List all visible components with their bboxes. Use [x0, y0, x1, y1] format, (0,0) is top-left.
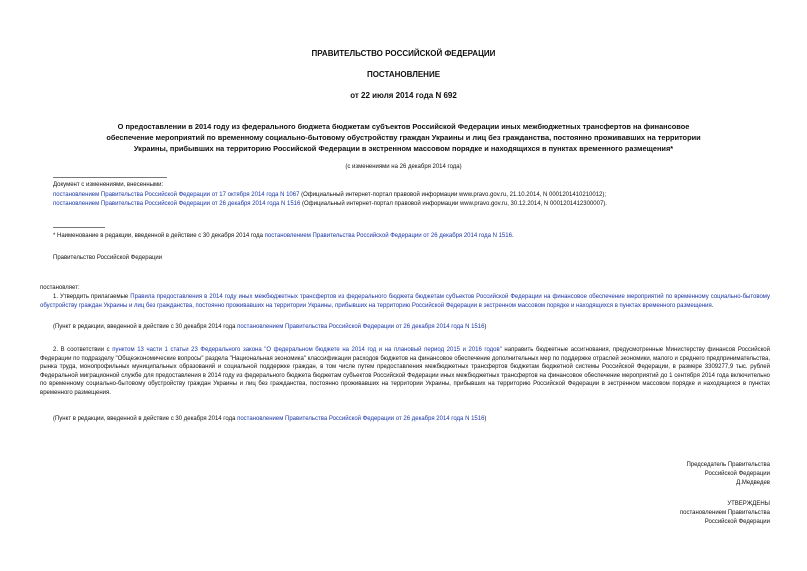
amendments-intro: Документ с изменениями, внесенными:	[53, 182, 164, 188]
preamble: Правительство Российской Федерации	[53, 255, 163, 261]
government-heading: ПРАВИТЕЛЬСТВО РОССИЙСКОЙ ФЕДЕРАЦИИ	[311, 49, 496, 58]
signature-name: Д.Медведев	[736, 480, 770, 486]
amendment-item	[53, 200, 773, 209]
footnote	[53, 232, 773, 241]
divider	[53, 177, 167, 178]
footnote-suffix: .	[511, 233, 514, 239]
resolves-text: постановляет:	[40, 285, 80, 291]
signature-title-2: Российской Федерации	[704, 471, 770, 477]
footnote-link[interactable]: постановлением Правительства Российской Федерации от 26 декабря 2014 года N 1516	[264, 233, 512, 239]
item-1-suffix: .	[711, 302, 714, 309]
title-line-3: Украины, прибывших на территорию Российской Федерации в экстренном массовом порядке и находящихся в пунктах временного размещения*	[133, 144, 674, 153]
item-1	[40, 293, 770, 310]
item-1-note-suffix: )	[484, 324, 487, 330]
signature-block	[686, 461, 770, 488]
footnote-text: * Наименование в редакции, введенной в действие с 30 декабря 2014 года	[53, 233, 265, 239]
item-1-note-text: (Пункт в редакции, введенной в действие с 30 декабря 2014 года	[53, 324, 238, 330]
item-1-text: 1. Утвердить прилагаемые	[53, 294, 131, 300]
federal-law-link[interactable]: пунктом 13 части 1 статьи 23 Федерального закона "О федеральном бюджете на 2014 год и на плановый период 2015 и 2016 годов"	[112, 347, 502, 353]
amendment-item	[53, 191, 773, 200]
amendment-source: (Официальный интернет-портал правовой информации www.pravo.gov.ru, 30.12.2014, N 0001201412300007).	[300, 201, 607, 208]
approved-line-3: Российской Федерации	[704, 519, 770, 525]
title-line-2: обеспечение мероприятий по временному социально-бытовому обустройству граждан Украины и лиц без гражданства, постоянно проживавших на территории	[106, 133, 701, 142]
approved-block	[680, 500, 770, 527]
changes-note: (с изменениями на 26 декабря 2014 года)	[345, 164, 462, 170]
footnote-divider	[53, 227, 105, 228]
item-2-note-link[interactable]: постановлением Правительства Российской Федерации от 26 декабря 2014 года N 1516	[237, 416, 485, 422]
item-1-note-link[interactable]: постановлением Правительства Российской Федерации от 26 декабря 2014 года N 1516	[237, 324, 485, 330]
amendments-block	[53, 181, 773, 209]
item-2-body: направить бюджетные ассигнования, предусмотренные Министерству финансов Российской Федерации по подразделу "Общеэкономические вопросы" раздела "Национальная экономика" классификации расходов бюджетов на финансовое обеспечение дополнительных мер по поддержке отраслей экономики, малого и среднего предпринимательства, рынка труда, монопрофильных муниципальных образований и социальной поддержке граждан, в том числе путем предоставления межбюджетных трансфертов бюджетам бюджетной системы Российской Федерации, в размере 3309277,9 тыс. рублей Федеральной миграционной службе для предоставления в 2014 году из федерального бюджета бюджетам субъектов Российской Федерации иных межбюджетных трансфертов на финансовое обеспечение мероприятий до 1 сентября 2014 года включительно по временному социально-бытовому обустройству граждан Украины и лиц без гражданства, постоянно проживавших на территории Украины, прибывших на территорию Российской Федерации в экстренном массовом порядке и находящихся в пунктах временного размещения.	[40, 347, 770, 396]
signature-title-1: Председатель Правительства	[686, 462, 770, 468]
item-2-note	[53, 415, 773, 424]
document-type: ПОСТАНОВЛЕНИЕ	[366, 70, 441, 79]
amendment-source: (Официальный интернет-портал правовой информации www.pravo.gov.ru, 21.10.2014, N 0001201410210012);	[299, 191, 607, 198]
amendment-link-1067[interactable]: постановлением Правительства Российской Федерации от 17 октября 2014 года N 1067	[53, 191, 300, 198]
item-1-note	[53, 323, 773, 332]
approved-line-2: постановлением Правительства	[679, 510, 770, 516]
item-2-note-suffix: )	[484, 416, 487, 422]
item-2-note-text: (Пункт в редакции, введенной в действие с 30 декабря 2014 года	[53, 416, 238, 422]
document-date: от 22 июля 2014 года N 692	[350, 91, 457, 100]
item-2	[40, 346, 770, 398]
title-line-1: О предоставлении в 2014 году из федерального бюджета бюджетам субъектов Российской Федерации иных межбюджетных трансфертов на финансовое	[117, 122, 690, 131]
rules-link[interactable]: Правила предоставления в 2014 году иных межбюджетных трансфертов из федерального бюджета бюджетам субъектов Российской Федерации на финансовое обеспечение мероприятий по временному социально-бытовому обустройству граждан Украины и лиц без гражданства, постоянно проживавших на территории Украины, прибывших на территорию Российской Федерации в экстренном массовом порядке и находящихся в пунктах временного размещения	[40, 294, 770, 309]
approved-line-1: УТВЕРЖДЕНЫ	[727, 501, 770, 507]
amendment-link-1516[interactable]: постановлением Правительства Российской Федерации от 26 декабря 2014 года N 1516	[53, 201, 301, 208]
document-title	[0, 121, 807, 154]
item-2-text: 2. В соответствии с	[53, 347, 113, 353]
